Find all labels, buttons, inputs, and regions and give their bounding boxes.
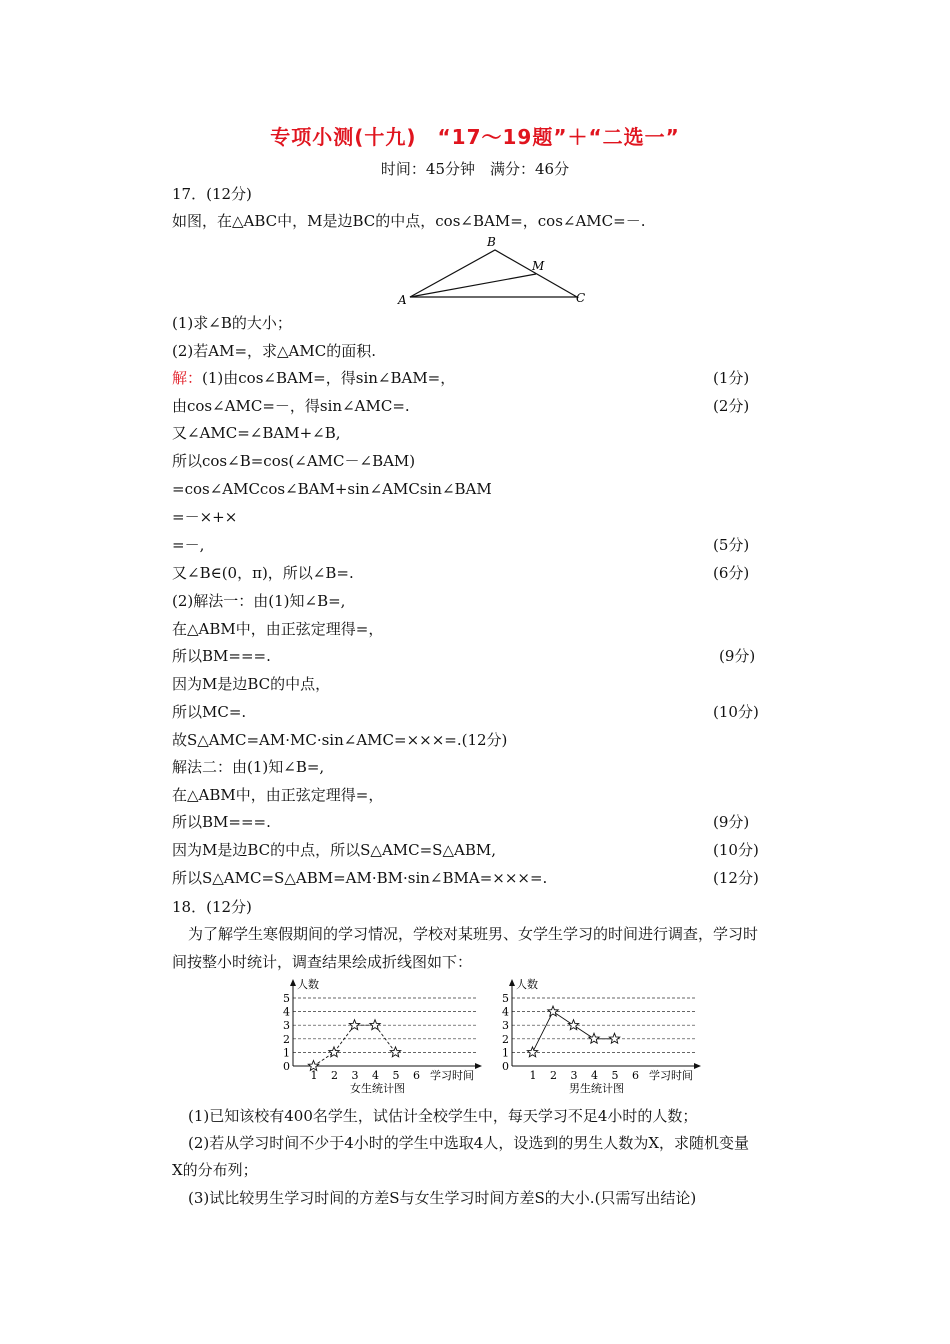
x-axis-label: 学习时间 — [430, 1069, 474, 1082]
solution-line-score: (1分) — [713, 369, 750, 387]
solution-line-text: 又∠B∈(0，π)，所以∠B=. — [172, 564, 354, 582]
data-point — [609, 1033, 619, 1043]
triangle-abc — [410, 250, 577, 297]
y-axis-label: 人数 — [516, 978, 538, 991]
y-tick-label: 2 — [502, 1032, 509, 1046]
solution-line-score: (9分) — [719, 647, 756, 665]
series-line — [533, 1012, 615, 1053]
solution-line — [172, 785, 383, 805]
y-axis-arrow — [290, 979, 296, 986]
x-tick-label: 5 — [611, 1069, 619, 1082]
solution-line-text: 所以S△AMC=S△ABM=AM·BM·sin∠BMA=×××=. — [172, 869, 548, 887]
solution-line-text: 又∠AMC=∠BAM+∠B, — [172, 424, 341, 442]
x-tick-label: 4 — [372, 1069, 379, 1082]
x-tick-label: 6 — [413, 1069, 420, 1082]
solution-line-text: 故S△AMC=AM·MC·sin∠AMC=×××=.(12分) — [172, 731, 508, 749]
y-tick-label: 1 — [283, 1046, 290, 1060]
y-tick-label: 0 — [502, 1060, 509, 1073]
data-point — [589, 1033, 599, 1043]
segment-am — [410, 274, 536, 297]
y-axis-arrow — [509, 979, 515, 986]
q17-part-2: (2)若AM=，求△AMC的面积. — [172, 342, 376, 360]
male-line-chart — [497, 976, 712, 1094]
y-tick-label: 3 — [502, 1019, 509, 1033]
solution-line-score: (12分) — [713, 869, 759, 887]
chart-title: 女生统计图 — [350, 1082, 405, 1094]
triangle-figure — [390, 234, 600, 310]
label-c: C — [576, 291, 586, 305]
solution-line — [172, 757, 324, 777]
solution-line-score: (10分) — [713, 841, 759, 859]
data-point — [329, 1047, 339, 1057]
data-point — [390, 1047, 400, 1057]
q18-part-1: (1)已知该校有400名学生，试估计全校学生中，每天学习不足4小时的人数； — [188, 1107, 698, 1125]
solution-line — [172, 730, 507, 750]
x-tick-label: 1 — [529, 1069, 537, 1082]
data-point — [370, 1020, 380, 1030]
solution-line — [172, 479, 492, 499]
y-axis-label: 人数 — [297, 978, 319, 991]
solution-line — [172, 812, 271, 832]
solution-line-text: 所以BM===. — [172, 813, 271, 831]
solution-line — [172, 396, 410, 416]
solution-line-text: =－, — [172, 536, 205, 554]
solution-line-text: =cos∠AMCcos∠BAM+sin∠AMCsin∠BAM — [172, 480, 492, 498]
solution-line-text: 在△ABM中，由正弦定理得=， — [172, 620, 384, 638]
solution-line — [172, 674, 330, 694]
solution-line-text: (1)由cos∠BAM=，得sin∠BAM=， — [202, 369, 456, 387]
solution-line-text: (2)解法一：由(1)知∠B=, — [172, 592, 346, 610]
label-b: B — [487, 235, 496, 249]
x-axis-label: 学习时间 — [649, 1069, 693, 1082]
solution-line-text: 由cos∠AMC=－，得sin∠AMC=. — [172, 397, 410, 415]
data-point — [527, 1047, 537, 1057]
x-tick-label: 2 — [550, 1069, 557, 1082]
solution-line-text: 在△ABM中，由正弦定理得=， — [172, 786, 384, 804]
y-tick-label: 0 — [283, 1060, 290, 1073]
solution-line — [172, 702, 246, 722]
label-m: M — [532, 259, 545, 273]
x-tick-label: 3 — [351, 1069, 359, 1082]
solution-line-score: (5分) — [713, 536, 750, 554]
solution-line — [172, 840, 496, 860]
label-a: A — [398, 293, 407, 307]
solution-line-text: 因为M是边BC的中点，所以S△AMC=S△ABM, — [172, 841, 496, 859]
y-tick-label: 5 — [502, 992, 509, 1005]
q18-head: 18．(12分) — [172, 898, 252, 916]
solution-line-text: 解法二：由(1)知∠B=, — [172, 758, 325, 776]
solution-line-text: 因为M是边BC的中点， — [172, 675, 331, 693]
solution-line — [172, 563, 354, 583]
y-tick-label: 3 — [283, 1019, 290, 1033]
q18-part-2-cont: X的分布列； — [172, 1161, 258, 1179]
x-tick-label: 4 — [591, 1069, 598, 1082]
y-tick-label: 4 — [502, 1005, 509, 1019]
solution-line-text: 所以cos∠B=cos(∠AMC－∠BAM) — [172, 452, 416, 470]
q18-part-2: (2)若从学习时间不少于4小时的学生中选取4人，设选到的男生人数为X，求随机变量 — [188, 1134, 750, 1152]
solution-line — [172, 451, 415, 471]
series-line — [314, 1025, 396, 1066]
chart-title: 男生统计图 — [569, 1082, 624, 1094]
y-tick-label: 4 — [283, 1005, 290, 1019]
solution-line — [172, 646, 271, 666]
y-tick-label: 5 — [283, 992, 290, 1005]
x-tick-label: 3 — [570, 1069, 578, 1082]
page-title: 专项小测(十九) “17～19题”＋“二选一” — [270, 125, 680, 149]
q18-stem-line-2: 间按整小时统计，调查结果绘成折线图如下： — [172, 953, 473, 971]
q17-part-1: (1)求∠B的大小； — [172, 314, 292, 332]
solution-label: 解： — [172, 369, 203, 387]
solution-line-score: (10分) — [713, 703, 759, 721]
solution-line — [172, 591, 345, 611]
female-line-chart — [278, 976, 493, 1094]
solution-line-text: 所以MC=. — [172, 703, 247, 721]
x-tick-label: 6 — [632, 1069, 639, 1082]
y-tick-label: 2 — [283, 1032, 290, 1046]
solution-line — [172, 619, 383, 639]
x-axis-arrow — [694, 1063, 701, 1069]
solution-line-score: (2分) — [713, 397, 750, 415]
x-axis-arrow — [475, 1063, 482, 1069]
solution-line — [172, 507, 237, 527]
q18-stem-line-1: 为了解学生寒假期间的学习情况，学校对某班男、女学生学习的时间进行调查，学习时 — [188, 925, 759, 943]
solution-line-score: (9分) — [713, 813, 750, 831]
page-subtitle: 时间：45分钟 满分：46分 — [380, 160, 570, 178]
data-point — [349, 1020, 359, 1030]
solution-line-score: (6分) — [713, 564, 750, 582]
solution-line — [172, 535, 204, 555]
x-tick-label: 2 — [331, 1069, 338, 1082]
y-tick-label: 1 — [502, 1046, 509, 1060]
q17-head: 17．(12分) — [172, 185, 252, 203]
x-tick-label: 5 — [392, 1069, 400, 1082]
solution-line-text: =－×+× — [172, 508, 238, 526]
solution-line — [172, 868, 547, 888]
q17-stem: 如图，在△ABC中，M是边BC的中点，cos∠BAM=，cos∠AMC=－. — [172, 212, 646, 230]
solution-line — [172, 368, 455, 388]
x-tick-label: 1 — [310, 1069, 318, 1082]
solution-line-text: 所以BM===. — [172, 647, 271, 665]
solution-line — [172, 423, 341, 443]
q18-part-3: (3)试比较男生学习时间的方差S与女生学习时间方差S的大小.(只需写出结论) — [188, 1189, 697, 1207]
